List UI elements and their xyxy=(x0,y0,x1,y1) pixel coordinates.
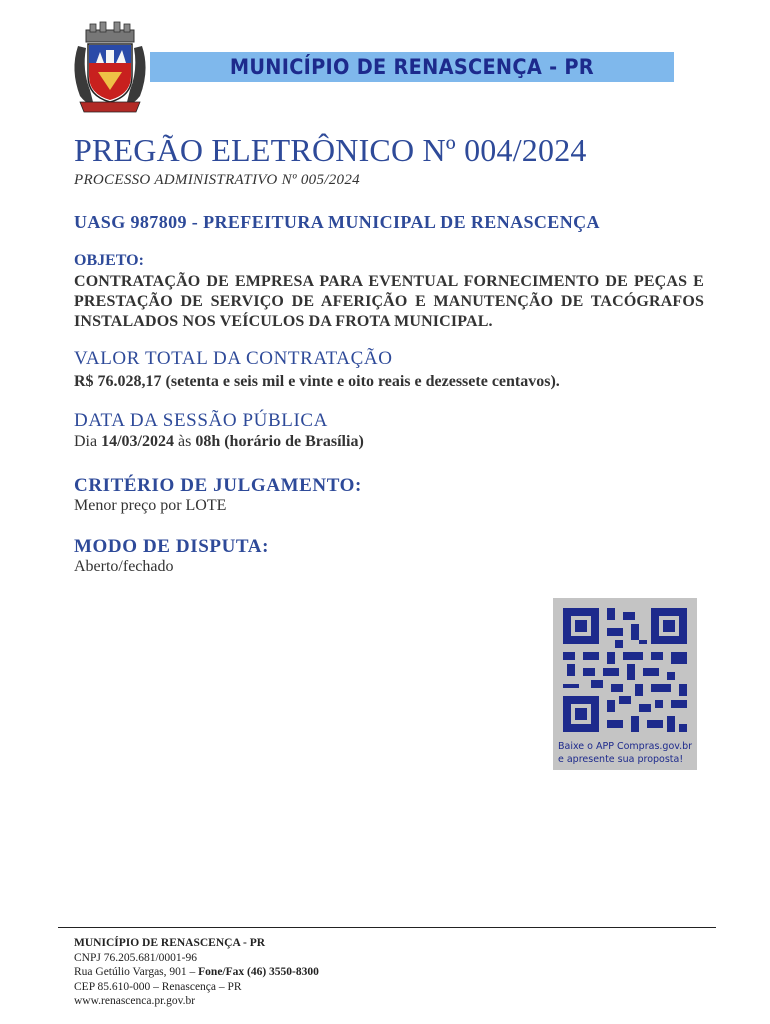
footer-address: Rua Getúlio Vargas, 901 – xyxy=(74,966,196,978)
process-number: PROCESSO ADMINISTRATIVO Nº 005/2024 xyxy=(74,172,360,188)
footer-name: MUNICÍPIO DE RENASCENÇA - PR xyxy=(74,937,266,949)
qr-caption-line1: Baixe o APP Compras.gov.br xyxy=(558,741,693,752)
objeto-text: CONTRATAÇÃO DE EMPRESA PARA EVENTUAL FORNECIMENTO DE PEÇAS E PRESTAÇÃO DE SERVIÇO DE AFERIÇÃO E MANUTENÇÃO DE TACÓGRAFOS INSTALADOS NOS VEÍCULOS DA FROTA MUNICIPAL. xyxy=(74,273,704,330)
objeto-label: OBJETO: xyxy=(74,252,144,269)
data-heading: DATA DA SESSÃO PÚBLICA xyxy=(74,410,328,431)
footer-cnpj: CNPJ 76.205.681/0001-96 xyxy=(74,951,197,964)
qr-caption-line2: e apresente sua proposta! xyxy=(558,754,684,765)
footer-divider xyxy=(58,927,716,928)
document-title: PREGÃO ELETRÔNICO Nº 004/2024 xyxy=(74,132,587,168)
municipal-crest-icon xyxy=(68,20,152,116)
qr-code-panel[interactable] xyxy=(553,598,697,770)
data-text xyxy=(74,433,364,451)
modo-text: Aberto/fechado xyxy=(74,558,174,575)
criterio-text: Menor preço por LOTE xyxy=(74,497,227,514)
modo-heading: MODO DE DISPUTA: xyxy=(74,536,270,557)
data-time: 08h (horário de Brasília) xyxy=(195,433,364,450)
uasg-heading: UASG 987809 - PREFEITURA MUNICIPAL DE RENASCENÇA xyxy=(74,212,600,232)
footer-address-line xyxy=(74,965,319,980)
criterio-heading: CRITÉRIO DE JULGAMENTO: xyxy=(74,475,362,496)
valor-text: R$ 76.028,17 (setenta e seis mil e vinte e oito reais e dezessete centavos). xyxy=(74,373,560,390)
footer-phone: Fone/Fax (46) 3550-8300 xyxy=(198,966,319,978)
footer-site[interactable]: www.renascenca.pr.gov.br xyxy=(74,995,196,1007)
qr-code-icon xyxy=(559,604,691,736)
data-date: 14/03/2024 xyxy=(101,433,174,450)
footer-cep: CEP 85.610-000 – Renascença – PR xyxy=(74,980,242,993)
banner-title: MUNICÍPIO DE RENASCENÇA - PR xyxy=(229,55,595,79)
qr-caption xyxy=(558,740,696,766)
data-mid: às xyxy=(178,433,192,450)
data-prefix: Dia xyxy=(74,433,98,450)
valor-heading: VALOR TOTAL DA CONTRATAÇÃO xyxy=(74,348,393,369)
footer xyxy=(74,936,319,1009)
header-banner xyxy=(150,52,674,82)
